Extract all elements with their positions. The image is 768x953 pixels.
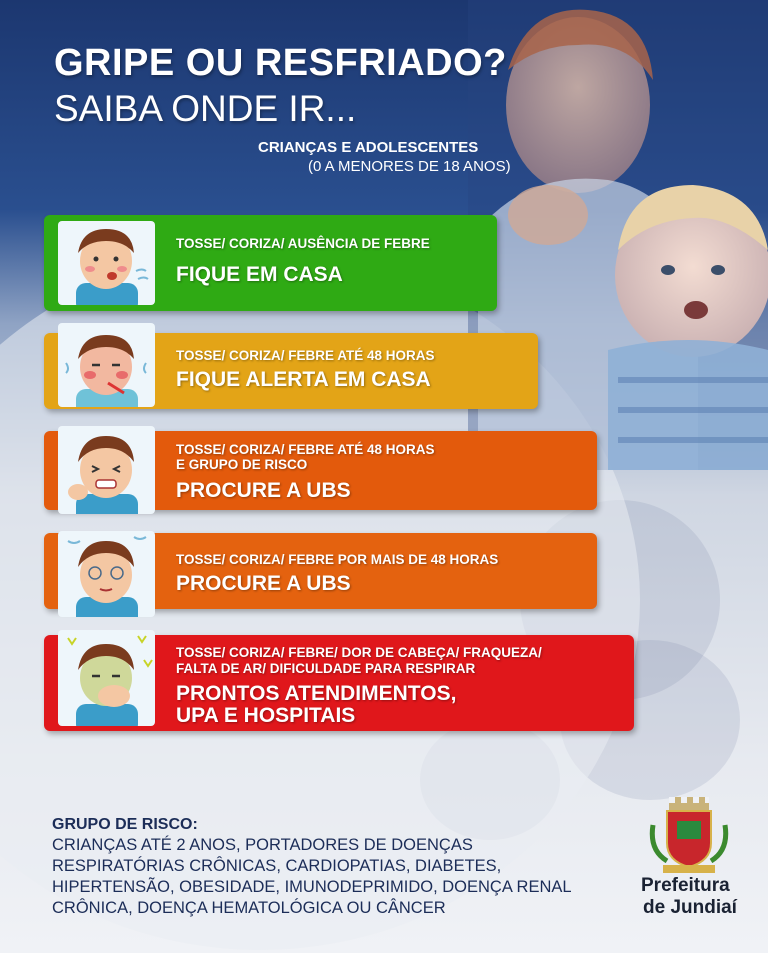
risk-group-line: RESPIRATÓRIAS CRÔNICAS, CARDIOPATIAS, DIABETES, [52, 857, 502, 875]
guidance-card-emergency [44, 635, 634, 731]
jundiai-coat-of-arms-icon [647, 795, 731, 877]
poster-subtitle: SAIBA ONDE IR... [54, 88, 357, 129]
symptoms-text: E GRUPO DE RISCO [176, 457, 308, 472]
coughing-child-icon [58, 221, 155, 305]
symptoms-text: FALTA DE AR/ DIFICULDADE PARA RESPIRAR [176, 661, 476, 676]
symptoms-text: TOSSE/ CORIZA/ FEBRE ATÉ 48 HORAS [176, 442, 435, 457]
action-text: FIQUE ALERTA EM CASA [176, 368, 431, 391]
guidance-card-over-48h [44, 533, 597, 609]
poster-title: GRIPE OU RESFRIADO? [54, 42, 507, 84]
guidance-card-stay-home [44, 215, 497, 311]
symptoms-text: TOSSE/ CORIZA/ AUSÊNCIA DE FEBRE [176, 236, 430, 251]
symptoms-text: TOSSE/ CORIZA/ FEBRE ATÉ 48 HORAS [176, 348, 435, 363]
sore-throat-child-icon [58, 426, 155, 514]
risk-group-line: CRIANÇAS ATÉ 2 ANOS, PORTADORES DE DOENÇAS [52, 836, 473, 854]
dizzy-child-icon [58, 531, 155, 617]
guidance-card-risk-group [44, 431, 597, 510]
symptoms-text: TOSSE/ CORIZA/ FEBRE POR MAIS DE 48 HORAS [176, 552, 499, 567]
age-range-label: (0 A MENORES DE 18 ANOS) [308, 158, 511, 175]
symptoms-text: TOSSE/ CORIZA/ FEBRE/ DOR DE CABEÇA/ FRAQUEZA/ [176, 645, 542, 660]
prefeitura-label: Prefeitura [641, 875, 730, 896]
feverish-child-icon [58, 323, 155, 407]
audience-label: CRIANÇAS E ADOLESCENTES [258, 139, 479, 156]
risk-group-title: GRUPO DE RISCO: [52, 816, 198, 833]
action-text: UPA E HOSPITAIS [176, 704, 356, 727]
jundiai-label: de Jundiaí [643, 897, 737, 918]
action-text: PROCURE A UBS [176, 572, 351, 595]
guidance-card-stay-alert [44, 333, 538, 409]
action-text: PROCURE A UBS [176, 479, 351, 502]
sick-child-icon [58, 630, 155, 726]
action-text: FIQUE EM CASA [176, 263, 343, 286]
risk-group-line: HIPERTENSÃO, OBESIDADE, IMUNODEPRIMIDO, DOENÇA RENAL [52, 878, 572, 896]
action-text: PRONTOS ATENDIMENTOS, [176, 682, 457, 705]
risk-group-line: CRÔNICA, DOENÇA HEMATOLÓGICA OU CÂNCER [52, 899, 446, 917]
